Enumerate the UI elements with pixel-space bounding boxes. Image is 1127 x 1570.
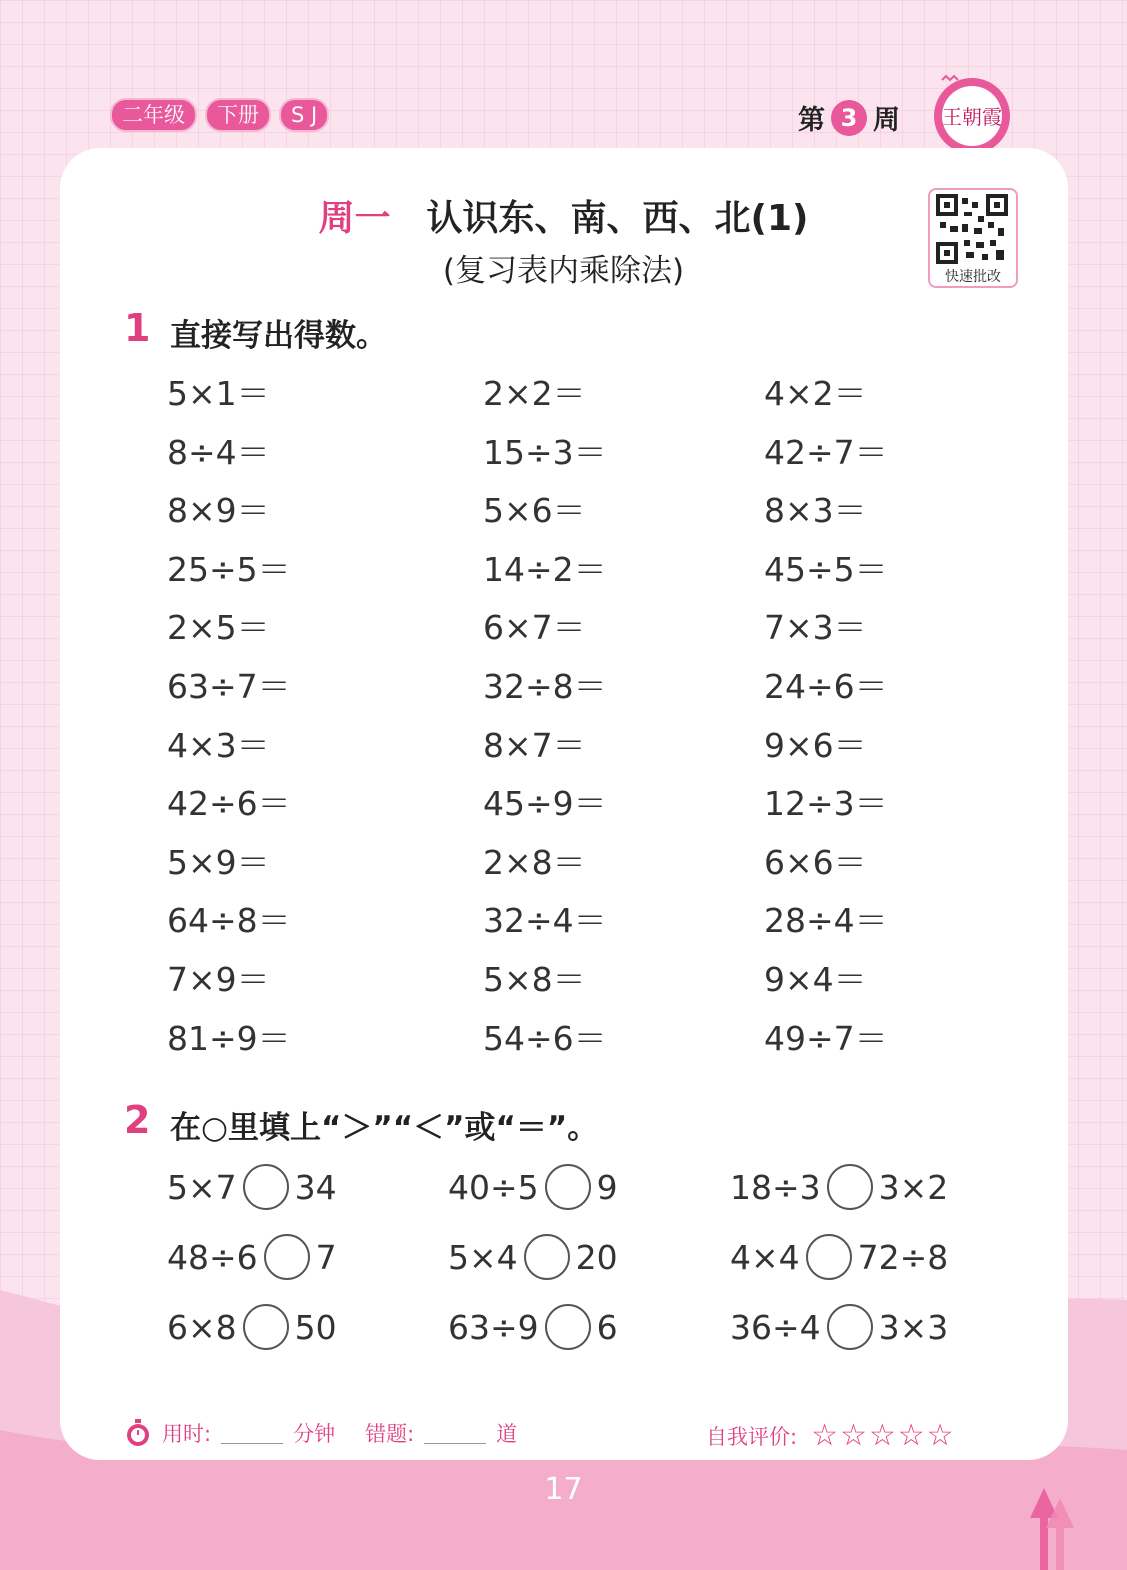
compare-problem — [448, 1234, 618, 1280]
topic-title: 认识东、南、西、北(1) — [426, 198, 809, 239]
calc-problem: 4×3＝ — [167, 726, 270, 765]
compare-left: 63÷9 — [448, 1307, 539, 1347]
compare-problem — [448, 1304, 618, 1350]
calc-problem: 25÷5＝ — [167, 550, 291, 589]
compare-right: 3×3 — [878, 1307, 949, 1347]
edition-tag: S J — [279, 98, 329, 132]
week-suffix: 周 — [873, 105, 900, 136]
calc-problem: 28÷4＝ — [764, 901, 888, 940]
week-number: 3 — [831, 100, 867, 136]
compare-left: 5×7 — [167, 1167, 237, 1207]
brand-logo-icon — [930, 72, 1014, 156]
calc-problem: 14÷2＝ — [483, 550, 607, 589]
errors-field[interactable] — [424, 1423, 486, 1444]
compare-right: 6 — [596, 1307, 618, 1347]
page-number: 17 — [544, 1472, 583, 1507]
section1-number: 1 — [124, 306, 151, 350]
calc-problem: 4×2＝ — [764, 374, 867, 413]
compare-left: 36÷4 — [730, 1307, 821, 1347]
volume-tag: 下册 — [205, 98, 271, 132]
compare-problem — [730, 1304, 948, 1350]
page-subtitle: (复习表内乘除法) — [442, 253, 685, 289]
calc-problem: 2×8＝ — [483, 843, 586, 882]
compare-left: 5×4 — [448, 1237, 518, 1277]
section2-title: 在○里填上“＞”“＜”或“＝”。 — [170, 1110, 599, 1146]
day-label: 周一 — [318, 198, 391, 239]
calc-problem: 7×3＝ — [764, 608, 867, 647]
compare-left: 6×8 — [167, 1307, 237, 1347]
calc-problem: 6×7＝ — [483, 608, 586, 647]
compare-right: 9 — [596, 1167, 618, 1207]
calc-problem: 42÷6＝ — [167, 784, 291, 823]
section2-number: 2 — [124, 1098, 151, 1142]
calc-problem: 24÷6＝ — [764, 667, 888, 706]
stopwatch-icon — [124, 1418, 152, 1448]
answer-circle[interactable] — [806, 1234, 852, 1280]
compare-right: 7 — [315, 1237, 337, 1277]
compare-right: 34 — [294, 1167, 337, 1207]
time-unit: 分钟 — [293, 1422, 336, 1446]
calc-problem: 9×6＝ — [764, 726, 867, 765]
answer-circle[interactable] — [524, 1234, 570, 1280]
answer-circle[interactable] — [827, 1304, 873, 1350]
rating-label: 自我评价: — [706, 1424, 798, 1449]
calc-problem: 81÷9＝ — [167, 1019, 291, 1058]
footer-rating — [706, 1418, 956, 1453]
calc-problem: 63÷7＝ — [167, 667, 291, 706]
calc-problem: 15÷3＝ — [483, 433, 607, 472]
answer-circle[interactable] — [827, 1164, 873, 1210]
calc-problem: 32÷8＝ — [483, 667, 607, 706]
calc-problem: 2×5＝ — [167, 608, 270, 647]
calc-problem: 2×2＝ — [483, 374, 586, 413]
footer-time-errors — [124, 1418, 517, 1448]
week-prefix: 第 — [798, 105, 825, 136]
compare-problem — [730, 1234, 948, 1280]
calc-problem: 49÷7＝ — [764, 1019, 888, 1058]
qr-label: 快速批改 — [945, 269, 1001, 285]
calc-problem: 8÷4＝ — [167, 433, 270, 472]
calc-problem: 5×9＝ — [167, 843, 270, 882]
grade-tags — [110, 98, 329, 132]
compare-right: 72÷8 — [857, 1237, 949, 1277]
compare-left: 4×4 — [730, 1237, 800, 1277]
calc-problem: 5×6＝ — [483, 491, 586, 530]
compare-problem — [167, 1234, 337, 1280]
answer-circle[interactable] — [243, 1164, 289, 1210]
compare-left: 48÷6 — [167, 1237, 258, 1277]
compare-problem — [730, 1164, 948, 1210]
calc-problem: 42÷7＝ — [764, 433, 888, 472]
answer-circle[interactable] — [264, 1234, 310, 1280]
calc-problem: 45÷5＝ — [764, 550, 888, 589]
calc-problem: 8×3＝ — [764, 491, 867, 530]
calc-problem: 45÷9＝ — [483, 784, 607, 823]
qr-code-icon — [936, 194, 1008, 264]
answer-circle[interactable] — [545, 1304, 591, 1350]
calc-problem: 9×4＝ — [764, 960, 867, 999]
calc-problem: 8×7＝ — [483, 726, 586, 765]
compare-left: 18÷3 — [730, 1167, 821, 1207]
errors-unit: 道 — [496, 1422, 518, 1446]
time-field[interactable] — [221, 1423, 283, 1444]
compare-problem — [167, 1304, 337, 1350]
arrow-decoration-icon — [1028, 1488, 1078, 1570]
calc-problem: 5×8＝ — [483, 960, 586, 999]
calc-problem: 32÷4＝ — [483, 901, 607, 940]
errors-label: 错题: — [365, 1422, 415, 1446]
answer-circle[interactable] — [243, 1304, 289, 1350]
calc-problem: 12÷3＝ — [764, 784, 888, 823]
answer-circle[interactable] — [545, 1164, 591, 1210]
compare-left: 40÷5 — [448, 1167, 539, 1207]
calc-problem: 54÷6＝ — [483, 1019, 607, 1058]
calc-problem: 6×6＝ — [764, 843, 867, 882]
calc-problem: 7×9＝ — [167, 960, 270, 999]
compare-problem — [167, 1164, 337, 1210]
section1-title: 直接写出得数。 — [170, 318, 387, 354]
week-indicator — [798, 98, 900, 137]
compare-right: 20 — [575, 1237, 618, 1277]
calc-problem: 64÷8＝ — [167, 901, 291, 940]
calc-problem: 8×9＝ — [167, 491, 270, 530]
time-label: 用时: — [162, 1422, 212, 1446]
qr-code[interactable] — [928, 188, 1018, 288]
rating-stars[interactable]: ☆☆☆☆☆ — [811, 1418, 956, 1453]
compare-problem — [448, 1164, 618, 1210]
grade-tag: 二年级 — [110, 98, 197, 132]
compare-right: 3×2 — [878, 1167, 949, 1207]
calc-problem: 5×1＝ — [167, 374, 270, 413]
brand-name: 王朝霞 — [942, 107, 1002, 129]
compare-right: 50 — [294, 1307, 337, 1347]
